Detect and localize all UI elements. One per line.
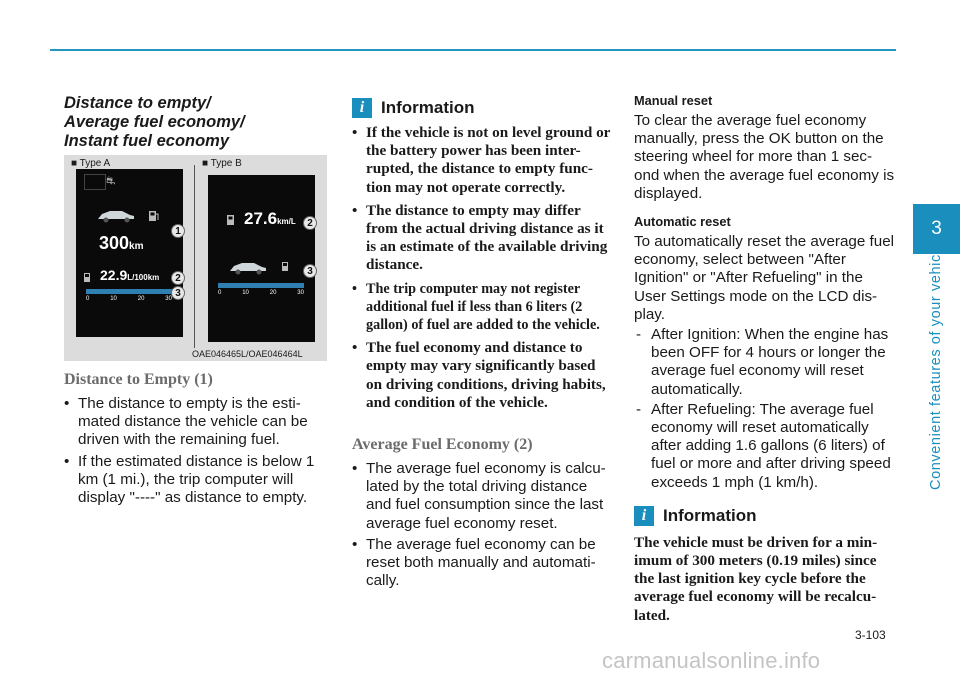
information-list bbox=[352, 124, 613, 412]
callout-marker: 1 bbox=[171, 224, 185, 238]
tick-label: 10 bbox=[242, 290, 249, 296]
type-b-display bbox=[208, 175, 315, 342]
dte-list bbox=[64, 395, 329, 507]
afe-list bbox=[352, 460, 613, 590]
column-3 bbox=[634, 93, 896, 625]
automatic-reset-heading: Automatic reset bbox=[634, 214, 731, 230]
list-item: • The average fuel economy can be reset both manually and automati-cally. bbox=[352, 536, 613, 591]
distance-value: 300 bbox=[99, 233, 130, 253]
list-item: - After Ignition: When the engine has been OFF for 4 hours or longer the average fuel economy will reset automatically. bbox=[634, 326, 896, 399]
type-a-label: ■ Type A bbox=[71, 158, 111, 169]
automatic-reset-text: To automatically reset the average fuel economy, select between "After Ignition" or "After Refueling" in the User Settings mode on the LCD dis-play. bbox=[634, 233, 895, 323]
list-item: • The distance to empty may differ from the actual driving distance as it is an estimate of the available driving distance. bbox=[352, 202, 613, 275]
fuel-economy-readout bbox=[244, 209, 296, 229]
list-item: • If the vehicle is not on level ground or the battery power has been inter-rupted, the distance to empty func-tion may not operate correctly. bbox=[352, 124, 613, 197]
tick-label: 20 bbox=[137, 296, 145, 302]
fuel-economy-unit: L/100km bbox=[127, 273, 160, 282]
cluster-figure bbox=[64, 155, 327, 361]
figure-divider bbox=[194, 165, 195, 348]
callout-marker: 2 bbox=[303, 216, 317, 230]
fuel-pump-icon bbox=[281, 260, 292, 272]
distance-readout bbox=[99, 233, 144, 254]
heading-line-2: Average fuel economy/ bbox=[64, 113, 245, 131]
information-heading bbox=[352, 98, 613, 118]
callout-marker: 3 bbox=[171, 286, 185, 300]
dte-section bbox=[64, 371, 329, 507]
tick-label: 0 bbox=[218, 290, 222, 296]
page-number: 3-103 bbox=[855, 628, 886, 642]
chapter-title: Convenient features of your vehicle bbox=[928, 241, 944, 490]
section-heading bbox=[64, 94, 329, 151]
information-heading bbox=[634, 506, 896, 526]
manual-reset-heading: Manual reset bbox=[634, 93, 713, 108]
chapter-number: 3 bbox=[931, 218, 942, 239]
tick-label: 10 bbox=[110, 296, 117, 302]
heading-line-1: Distance to empty/ bbox=[64, 94, 211, 112]
tick-label: 0 bbox=[86, 296, 90, 302]
info-icon: i bbox=[352, 98, 372, 118]
tick-label: 30 bbox=[165, 296, 172, 302]
info-icon: i bbox=[634, 506, 654, 526]
distance-unit: km bbox=[129, 241, 144, 252]
fuel-pump-icon bbox=[83, 271, 94, 283]
header-rule bbox=[50, 49, 896, 51]
list-item: • The distance to empty is the esti-mated distance the vehicle can be driven with the remaining fuel. bbox=[64, 395, 329, 450]
fuel-economy-value: 22.9 bbox=[100, 267, 128, 283]
tick-label: 30 bbox=[297, 290, 304, 296]
list-item: • The trip computer may not register additional fuel if less than 6 liters (2 gallon) of fuel are added to the vehicle. bbox=[352, 280, 613, 335]
scale-ticks bbox=[86, 296, 172, 302]
list-item: • The average fuel economy is calcu-lated by the total driving distance and fuel consumption since the last average fuel economy reset. bbox=[352, 460, 613, 533]
fuel-pump-icon bbox=[226, 213, 238, 226]
fuel-economy-bar bbox=[218, 283, 304, 288]
type-b-label: ■ Type B bbox=[202, 158, 242, 169]
afe-heading: Average Fuel Economy (2) bbox=[352, 436, 533, 454]
scale-ticks bbox=[218, 290, 304, 296]
dte-heading: Distance to Empty (1) bbox=[64, 371, 213, 388]
information-text: The vehicle must be driven for a min-imum of 300 meters (0.19 miles) since the last ignition key cycle before the average fuel economy will be recalcu-lated. bbox=[634, 533, 878, 624]
information-title: Information bbox=[381, 98, 475, 117]
fuel-economy-unit: km/L bbox=[277, 217, 296, 226]
display-box bbox=[84, 174, 106, 190]
fuel-pump-icon bbox=[148, 209, 160, 222]
list-item: - After Refueling: The average fuel economy will reset automatically after adding 1.6 gallons (6 liters) of fuel or more and after driving speed exceeds 1 mph (1 km/h). bbox=[634, 401, 896, 492]
manual-reset-text: To clear the average fuel economy manually, press the OK button on the steering wheel for more than 1 sec-ond when the average fuel economy is displayed. bbox=[634, 112, 895, 202]
car-icon bbox=[96, 207, 136, 223]
fuel-economy-bar bbox=[86, 289, 172, 294]
fuel-economy-readout bbox=[100, 267, 159, 283]
information-title: Information bbox=[663, 505, 757, 525]
reset-options-list bbox=[634, 326, 896, 492]
type-a-display bbox=[76, 169, 183, 337]
tick-label: 20 bbox=[269, 290, 277, 296]
list-item: • The fuel economy and distance to empty may vary significantly based on driving conditions, driving habits, and condition of the vehicle. bbox=[352, 339, 613, 412]
callout-marker: 2 bbox=[171, 271, 185, 285]
callout-marker: 3 bbox=[303, 264, 317, 278]
list-item: • If the estimated distance is below 1 km (1 mi.), the trip computer will display "----" as distance to empty. bbox=[64, 453, 329, 508]
heading-line-3: Instant fuel economy bbox=[64, 132, 230, 150]
road-icon: ⛐ bbox=[106, 175, 116, 187]
watermark: carmanualsonline.info bbox=[602, 648, 821, 673]
column-2 bbox=[352, 98, 613, 590]
figure-code: OAE046465L/OAE046464L bbox=[192, 349, 303, 359]
car-icon bbox=[228, 259, 268, 275]
fuel-economy-value: 27.6 bbox=[244, 209, 278, 228]
